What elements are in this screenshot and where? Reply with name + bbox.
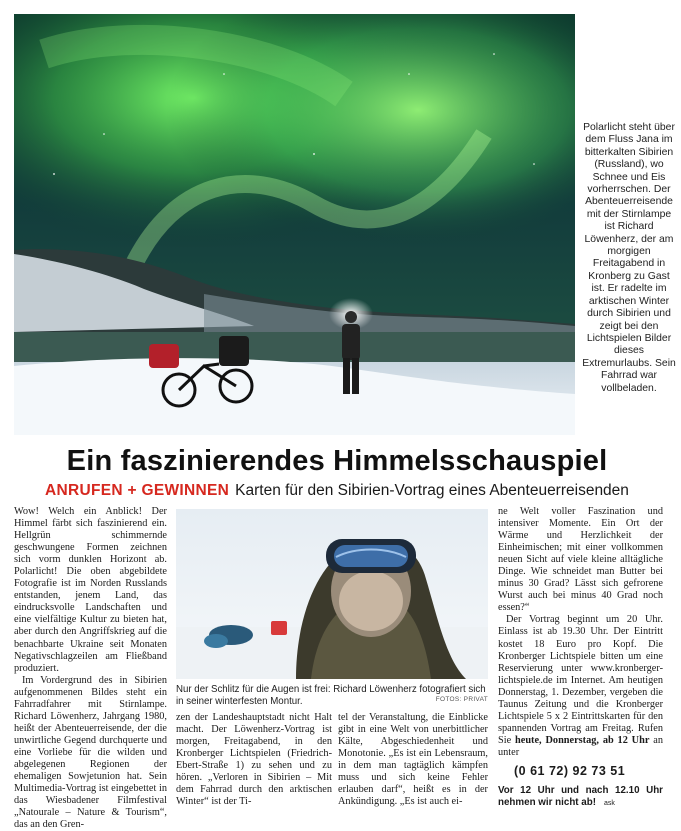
body-column-4: [498, 506, 663, 810]
hero-photo: [14, 14, 575, 435]
author-tag: ask: [603, 800, 615, 808]
hero-caption: Polarlicht steht über dem Fluss Jana im bitterkalten Sibirien (Russland), wo Schnee und Eis vorherrschen. Der Abenteuerreisende mit der Stirnlampe ist Richard Löwenherz, der am morgigen Freitagabend in Kronberg zu Gast ist. Er radelte im arktischen Winter durch Sibirien und zeigt bei den Lichtspielen Bilder dieses Extremurlaubs. Sein Fahrrad war vollbeladen.: [582, 122, 676, 394]
call-time: heute, Donnerstag, ab 12 Uhr: [515, 734, 650, 746]
body-column-3: [338, 712, 488, 808]
article-subline: [14, 481, 660, 501]
phone-number: (0 61 72) 92 73 51: [514, 763, 626, 778]
kicker-label: ANRUFEN + GEWINNEN: [45, 482, 230, 499]
body-paragraph: zen der Landeshauptstadt nicht Halt macht. Der Löwenherz-Vortrag ist morgen, Freitagabend, in den Kronberger Lichtspielen (Friedrich-Ebert-Straße 1) zu sehen und zu hören. „Verloren in Sibirien – Mit dem Fahrrad durch den arktischen Winter“ ist der Ti-: [176, 712, 332, 808]
body-column-2: [176, 712, 332, 808]
photo-credit: FOTOS: PRIVAT: [435, 696, 488, 703]
photo-caption: Nur der Schlitz für die Augen ist frei: Richard Löwenherz fotografiert sich in seiner winterfesten Montur.: [176, 684, 486, 707]
article-headline: Ein faszinierendes Himmelsschauspiel: [66, 445, 608, 477]
body-text: Der Vortrag beginnt um 20 Uhr. Einlass ist ab 19.30 Uhr. Der Eintritt kostet 18 Euro pro Kopf. Die Kronberger Lichtspiele bitten um eine Reservierung unter www.kronberger-lichtspiele.de im Internet. Am heutigen Donnerstag, 1. Dezember, vergeben die Taunus Zeitung und die Kronberger Lichtspiele 5 x 2 Eintrittskarten für den spannenden Vortrag am Freitag. Rufen Sie: [498, 614, 663, 746]
body-paragraph: tel der Veranstaltung, die Einblicke gibt in eine Welt von unerbittlicher Kälte, Abgeschiedenheit und Monotonie. „Es ist ein Lebensraum, in dem man tagtäglich kämpfen muss und sich keine Fehler erlauben darf“, heißt es in der Ankündigung. „Es ist auch ei-: [338, 712, 488, 808]
portrait-photo: [176, 509, 488, 679]
promo-footer: [498, 785, 663, 810]
body-paragraph: Im Vordergrund des in Sibirien aufgenommenen Bildes steht ein Fahrradfahrer mit Stirnlampe. Richard Löwenherz, Jahrgang 1980, heißt der Abenteuerreisende, der die unwirtliche Gegend durchquerte und eine Vorliebe für die wilden und abgelegenen Regionen der ehemaligen Sowjetunion hat. Sein Multimedia-Vortrag ist eingebettet in das Wiesbadener Filmfestival „Natourale – Nature & Tourism“, das an den Gren-: [14, 674, 167, 831]
body-paragraph: [498, 614, 663, 759]
body-column-1: [14, 506, 167, 831]
subline-text: Karten für den Sibirien-Vortrag eines Abenteuerreisenden: [235, 482, 629, 499]
promo-note: Vor 12 Uhr und nach 12.10 Uhr nehmen wir nicht ab!: [498, 785, 663, 809]
body-paragraph: Wow! Welch ein Anblick! Der Himmel färbt sich faszinierend ein. Hellgrün schimmernde geschwungene Formen zeichnen sich vorm dunklen Horizont ab. Polarlicht! Die oben abgebildete Fotografie ist im Norden Russlands entstanden, jenem Land, das eindrucksvolle Landschaften und eine vielfältige Kultur zu bieten hat, aber durch den Angriffskrieg auf die benachbarte Ukraine seit Monaten Negativschlagzeilen am Fließband produziert.: [14, 506, 167, 674]
body-paragraph: ne Welt voller Faszination und intensiver Momente. Ein Ort der Wärme und Herzlichkeit der Einheimischen; mit einer vollkommen neuen Sicht auf viele kleine alltägliche Dinge. Wie schneidet man Butter bei minus 30 Grad? Lässt sich gefrorene Wurst auch bei minus 40 Grad noch essen?“: [498, 506, 663, 614]
body-text: an unter: [498, 734, 663, 758]
